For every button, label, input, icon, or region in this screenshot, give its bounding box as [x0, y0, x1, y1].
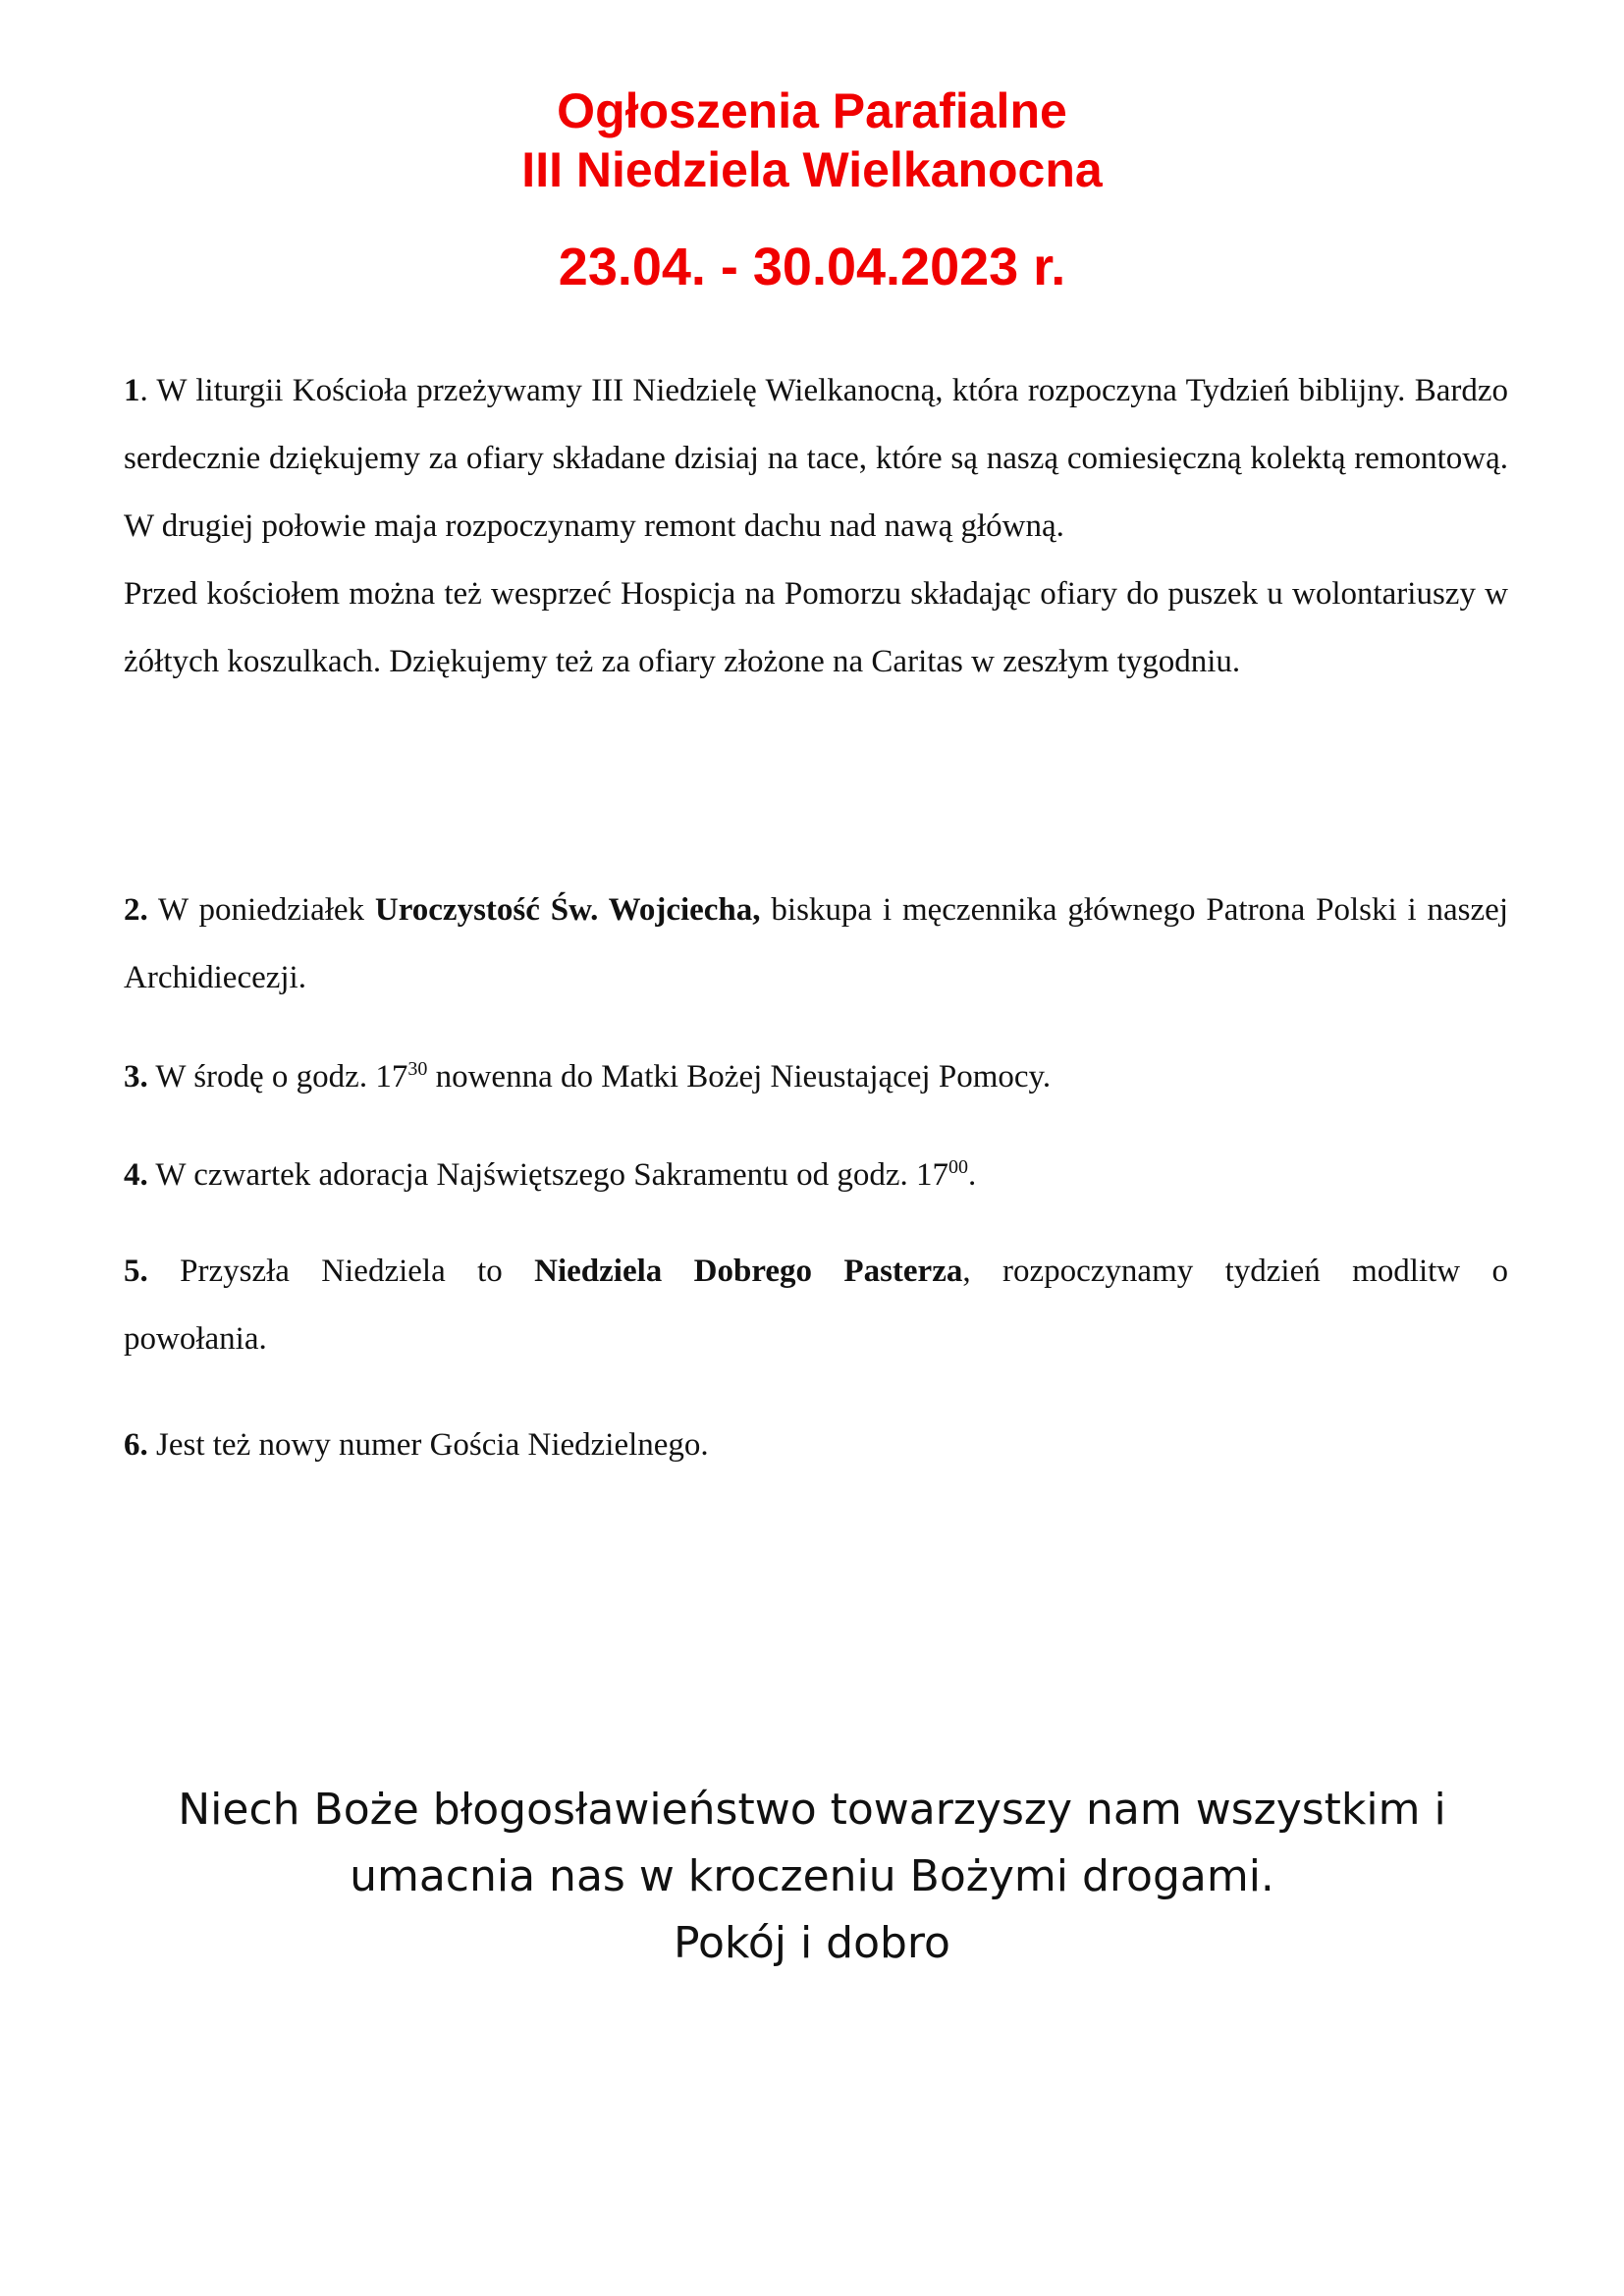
- closing-line-3: Pokój i dobro: [674, 1918, 950, 1968]
- announcement-3-post: nowenna do Matki Bożej Nieustającej Pomocy.: [427, 1059, 1052, 1095]
- announcement-3-number: 3.: [124, 1059, 148, 1095]
- announcement-3-pre: W środę o godz. 17: [147, 1059, 408, 1095]
- announcement-5: [124, 1250, 1508, 1293]
- announcement-3: [124, 1055, 1508, 1098]
- announcement-2: [124, 877, 1508, 1012]
- announcement-6-text: Jest też nowy numer Gościa Niedzielnego.: [147, 1427, 709, 1463]
- announcement-3-minutes: 30: [407, 1058, 428, 1080]
- announcement-4-post: .: [968, 1157, 977, 1193]
- announcement-2-bold: Uroczystość Św. Wojciecha,: [374, 892, 761, 928]
- announcement-1-body-a: . W liturgii Kościoła przeżywamy III Niedzielę Wielkanocną, która rozpoczyna Tydzień biblijny. Bardzo serdecznie dziękujemy za ofiary składane dzisiaj na tace, które są naszą comiesięczną kolektą remontową. W drugiej połowie maja rozpoczynamy remont dachu nad nawą główną.: [124, 373, 1508, 544]
- announcement-4-pre: W czwartek adoracja Najświętszego Sakramentu od godz. 17: [147, 1157, 948, 1193]
- announcement-5-continuation: powołania.: [124, 1321, 267, 1357]
- announcement-5-bold: Niedziela Dobrego Pasterza: [534, 1254, 963, 1289]
- announcement-6: [124, 1423, 1508, 1467]
- page-title: Ogłoszenia Parafialne: [557, 83, 1067, 138]
- announcement-1-text-a: [124, 357, 1508, 561]
- announcement-4: [124, 1153, 1508, 1197]
- announcement-1-number: 1: [124, 373, 140, 408]
- announcement-2-post: biskupa i męczennika głównego Patrona Polski i naszej Archidiecezji.: [124, 892, 1508, 995]
- announcement-2-pre: W poniedziałek: [147, 892, 375, 928]
- announcement-5-number: 5.: [124, 1254, 148, 1289]
- closing-line-1: Niech Boże błogosławieństwo towarzyszy nam wszystkim i: [178, 1785, 1446, 1835]
- closing-line-2: umacnia nas w kroczeniu Bożymi drogami.: [350, 1851, 1274, 1901]
- announcement-5-post: , rozpoczynamy tydzień modlitw o: [962, 1254, 1508, 1289]
- announcement-4-number: 4.: [124, 1157, 148, 1193]
- page-subtitle: III Niedziela Wielkanocna: [521, 142, 1103, 197]
- announcement-1: [124, 357, 1508, 696]
- date-range: 23.04. - 30.04.2023 r.: [558, 238, 1066, 296]
- announcement-4-minutes: 00: [948, 1156, 968, 1178]
- announcement-2-number: 2.: [124, 892, 148, 928]
- announcement-6-number: 6.: [124, 1427, 148, 1463]
- announcement-1-body-b: Przed kościołem można też wesprzeć Hospicja na Pomorzu składając ofiary do puszek u wolontariuszy w żółtych koszulkach. Dziękujemy też za ofiary złożone na Caritas w zeszłym tygodniu.: [124, 576, 1508, 679]
- announcement-5-pre: Przyszła Niedziela to: [147, 1254, 535, 1289]
